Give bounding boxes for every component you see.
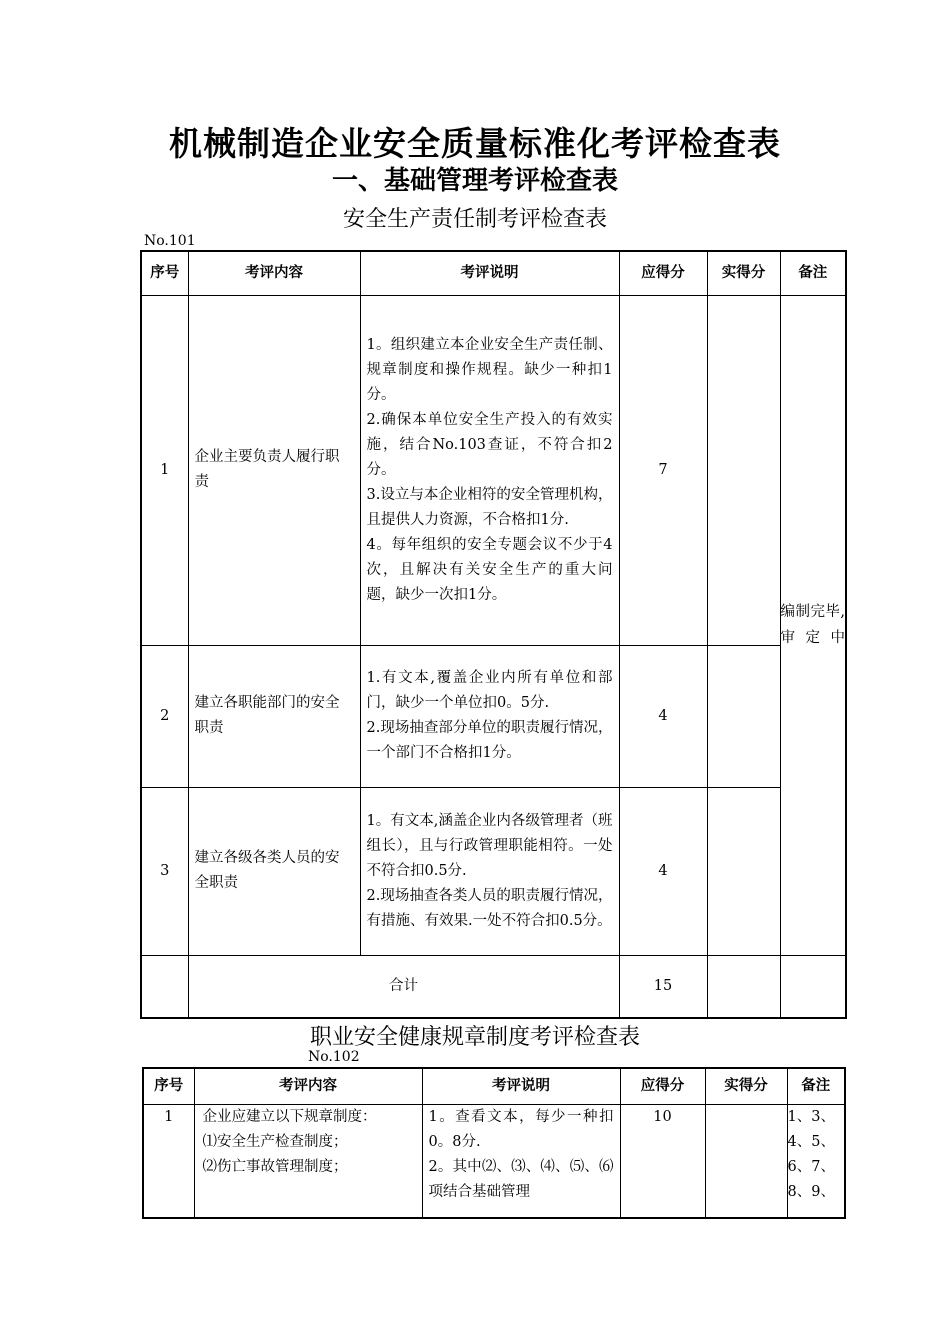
row-should-score: 4 (619, 787, 707, 955)
table-row (141, 295, 846, 645)
header-actual-score: 实得分 (707, 251, 780, 295)
section-title: 一、基础管理考评检查表 (331, 166, 618, 196)
header-explain: 考评说明 (360, 251, 619, 295)
explain-line: 4。每年组织的安全专题会议不少于4次，且解决有关安全生产的重大问题，缺少一次扣1分。 (366, 536, 613, 603)
table1-number: No.101 (144, 233, 196, 249)
total-row (141, 955, 846, 1018)
header-actual-score: 实得分 (705, 1068, 787, 1104)
total-seq-empty (141, 955, 188, 1018)
table-header-row (143, 1068, 845, 1104)
table-header-row (141, 251, 846, 295)
header-seq: 序号 (141, 251, 188, 295)
row-should-score: 7 (619, 295, 707, 645)
explain-line: 2.确保本单位安全生产投入的有效实施，结合No.103查证，不符合扣2分。 (366, 411, 613, 478)
table1-title: 安全生产责任制考评检查表 (342, 207, 607, 232)
row-actual-score[interactable] (705, 1104, 787, 1218)
header-content: 考评内容 (194, 1068, 422, 1104)
row-should-score: 4 (619, 645, 707, 787)
row-explain (422, 1104, 620, 1218)
header-should-score: 应得分 (619, 251, 707, 295)
remark-cell: 编制完毕,审定中 (780, 295, 846, 955)
row-content: 建立各职能部门的安全职责 (188, 645, 360, 787)
header-explain: 考评说明 (422, 1068, 620, 1104)
content-line: ⑴安全生产检查制度； (202, 1133, 348, 1150)
responsibility-table (140, 250, 847, 1019)
remark-line: 6、7、 (787, 1158, 835, 1175)
remark-line: 4、5、 (787, 1133, 835, 1150)
total-remark (780, 955, 846, 1018)
regulations-table (142, 1067, 846, 1219)
row-seq: 1 (141, 295, 188, 645)
total-should-score: 15 (619, 955, 707, 1018)
remark-line: 8、9、 (787, 1183, 835, 1200)
content-line: 企业应建立以下规章制度： (202, 1108, 377, 1125)
explain-line: 1。查看文本，每少一种扣0。8分. (428, 1108, 614, 1150)
table2-title: 职业安全健康规章制度考评检查表 (309, 1025, 640, 1050)
header-remark: 备注 (780, 251, 846, 295)
row-explain (360, 645, 619, 787)
row-explain (360, 295, 619, 645)
explain-line: 1。组织建立本企业安全生产责任制、规章制度和操作规程。缺少一种扣1分。 (366, 336, 613, 403)
explain-line: 2。其中⑵、⑶、⑷、⑸、⑹项结合基础管理 (428, 1158, 614, 1200)
document-title: 机械制造企业安全质量标准化考评检查表 (169, 124, 781, 163)
row-actual-score[interactable] (707, 787, 780, 955)
table-row (143, 1104, 845, 1218)
row-actual-score[interactable] (707, 645, 780, 787)
row-seq: 2 (141, 645, 188, 787)
total-label: 合计 (188, 955, 619, 1018)
explain-line: 2.现场抽查部分单位的职责履行情况，一个部门不合格扣1分。 (366, 720, 613, 761)
row-seq: 1 (143, 1104, 194, 1218)
total-actual-score[interactable] (707, 955, 780, 1018)
row-seq: 3 (141, 787, 188, 955)
explain-line: 2.现场抽查各类人员的职责履行情况，有措施、有效果.一处不符合扣0.5分。 (366, 887, 613, 929)
header-content: 考评内容 (188, 251, 360, 295)
row-remark (787, 1104, 845, 1218)
row-content: 建立各级各类人员的安全职责 (188, 787, 360, 955)
table-row (141, 787, 846, 955)
header-seq: 序号 (143, 1068, 194, 1104)
table-row (141, 645, 846, 787)
explain-line: 1。有文本,涵盖企业内各级管理者（班组长），且与行政管理职能相符。一处不符合扣0.5分. (366, 812, 613, 879)
explain-line: 1.有文本,覆盖企业内所有单位和部门，缺少一个单位扣0。5分. (366, 670, 613, 711)
row-actual-score[interactable] (707, 295, 780, 645)
content-line: ⑵伤亡事故管理制度； (202, 1158, 348, 1175)
header-should-score: 应得分 (620, 1068, 705, 1104)
header-remark: 备注 (787, 1068, 845, 1104)
explain-line: 3.设立与本企业相符的安全管理机构，且提供人力资源，不合格扣1分. (366, 486, 613, 528)
row-explain (360, 787, 619, 955)
table2-number: No.102 (308, 1049, 360, 1065)
remark-line: 1、3、 (787, 1108, 835, 1125)
row-content (194, 1104, 422, 1218)
row-should-score: 10 (620, 1104, 705, 1218)
row-content: 企业主要负责人履行职责 (188, 295, 360, 645)
